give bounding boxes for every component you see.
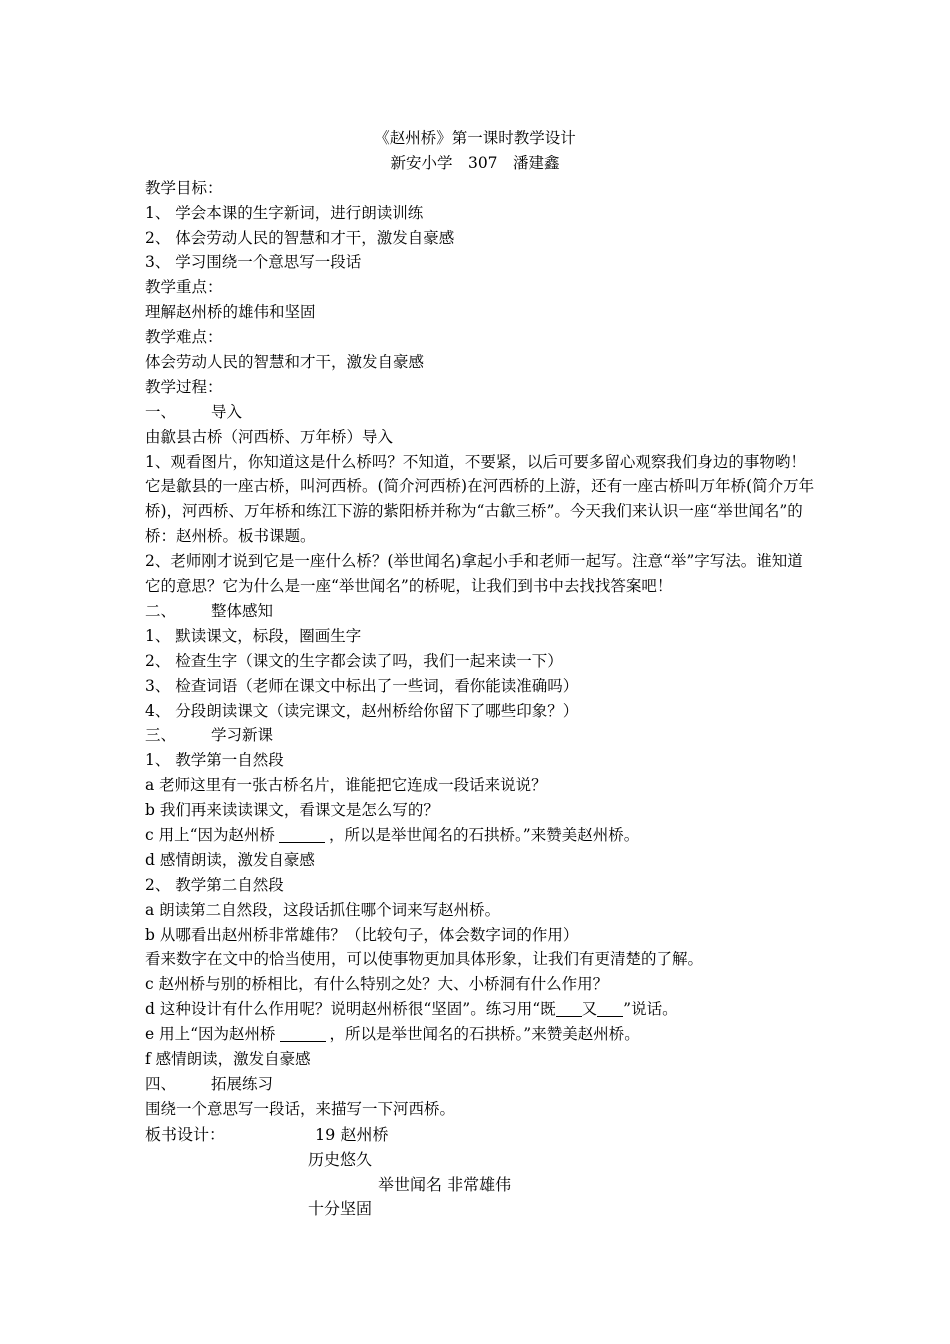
paragraph: 由歙县古桥（河西桥、万年桥）导入 — [145, 427, 394, 446]
board-row — [145, 1147, 815, 1172]
board-item: 举世闻名 非常雄伟 — [378, 1174, 512, 1194]
list-item: d 这种设计有什么作用呢？说明赵州桥很“坚固”。练习用“既 又 ”说话。 — [145, 1000, 678, 1019]
board-label: 板书设计： — [145, 1124, 226, 1144]
list-item: 1、 默读课文，标段，圈画生字 — [145, 626, 362, 645]
board-row — [145, 1196, 815, 1221]
board-design — [145, 1122, 815, 1222]
list-item: d 感情朗读，激发自豪感 — [145, 850, 315, 869]
goal-item: 1、 学会本课的生字新词，进行朗读训练 — [145, 203, 424, 222]
author-byline: 新安小学 307 潘建鑫 — [390, 153, 560, 172]
paragraph: 看来数字在文中的恰当使用，可以使事物更加具体形象，让我们有更清楚的了解。 — [145, 950, 704, 969]
fill-blank — [597, 1000, 623, 1017]
teaching-goals — [145, 176, 815, 276]
fill-blank — [556, 1000, 582, 1017]
section-heading — [145, 723, 815, 748]
difficulty-text: 体会劳动人民的智慧和才干，激发自豪感 — [145, 353, 425, 372]
list-item: b 我们再来读读课文，看课文是怎么写的？ — [145, 801, 439, 820]
section-title: 整体感知 — [211, 602, 274, 621]
list-item: c 用上“因为赵州桥 ，所以是举世闻名的石拱桥。”来赞美赵州桥。 — [145, 826, 640, 845]
key-points-heading: 教学重点： — [145, 278, 223, 297]
section-title: 导入 — [211, 402, 243, 421]
difficulty-heading: 教学难点： — [145, 328, 223, 347]
process-heading: 教学过程： — [145, 377, 223, 396]
section-heading — [145, 1072, 815, 1097]
list-item: 4、 分段朗读课文（读完课文，赵州桥给你留下了哪些印象？） — [145, 701, 579, 720]
goal-item: 2、 体会劳动人民的智慧和才干，激发自豪感 — [145, 228, 455, 247]
board-title: 19 赵州桥 — [315, 1124, 389, 1144]
section-title: 拓展练习 — [211, 1074, 274, 1093]
key-points-text: 理解赵州桥的雄伟和坚固 — [145, 303, 316, 322]
list-item: 2、 检查生字（课文的生字都会读了吗，我们一起来读一下） — [145, 651, 563, 670]
list-item: 3、 检查词语（老师在课文中标出了一些词，看你能读准确吗） — [145, 676, 579, 695]
goals-heading: 教学目标： — [145, 178, 223, 197]
section-heading — [145, 400, 815, 425]
list-item: a 老师这里有一张古桥名片，谁能把它连成一段话来说说？ — [145, 776, 547, 795]
subsection-heading: 2、 教学第二自然段 — [145, 875, 284, 894]
fill-blank — [280, 1025, 326, 1042]
board-item: 历史悠久 — [308, 1149, 373, 1169]
paragraph: 2、老师刚才说到它是一座什么桥？(举世闻名)拿起小手和老师一起写。注意“举”字写法。谁知道它的意思？它为什么是一座“举世闻名”的桥呢，让我们到书中去找找答案吧！ — [145, 552, 803, 596]
board-item: 十分坚固 — [308, 1199, 373, 1219]
section-number: 二、 — [145, 602, 177, 621]
section-number: 三、 — [145, 726, 177, 745]
fill-blank — [279, 826, 325, 843]
list-item: b 从哪看出赵州桥非常雄伟？（比较句子，体会数字词的作用） — [145, 925, 579, 944]
section-heading — [145, 599, 815, 624]
section-title: 学习新课 — [211, 726, 274, 745]
list-item: a 朗读第二自然段，这段话抓住哪个词来写赵州桥。 — [145, 900, 501, 919]
board-row — [145, 1172, 815, 1197]
subsection-heading: 1、 教学第一自然段 — [145, 751, 284, 770]
document-header — [145, 126, 805, 176]
goal-item: 3、 学习围绕一个意思写一段话 — [145, 253, 362, 272]
document-title: 《赵州桥》第一课时教学设计 — [374, 129, 576, 147]
section-number: 一、 — [145, 402, 177, 421]
paragraph: 围绕一个意思写一段话，来描写一下河西桥。 — [145, 1099, 456, 1118]
paragraph: 1、观看图片，你知道这是什么桥吗？不知道，不要紧，以后可要多留心观察我们身边的事物哟！它是歙县的一座古桥，叫河西桥。(简介河西桥)在河西桥的上游，还有一座古桥叫万年桥(简介万年桥)，河西桥、万年桥和练江下游的紫阳桥并称为“古歙三桥”。今天我们来认识一座“举世闻名”的桥：赵州桥。板书课题。 — [145, 452, 815, 546]
lesson-plan-page — [145, 126, 815, 1221]
list-item: c 赵州桥与别的桥相比，有什么特别之处？大、小桥洞有什么作用？ — [145, 975, 609, 994]
list-item: f 感情朗读，激发自豪感 — [145, 1050, 311, 1069]
key-points — [145, 275, 815, 325]
difficulty — [145, 325, 815, 375]
section-number: 四、 — [145, 1074, 177, 1093]
teaching-process — [145, 375, 815, 1122]
board-row — [145, 1122, 815, 1147]
list-item: e 用上“因为赵州桥 ，所以是举世闻名的石拱桥。”来赞美赵州桥。 — [145, 1025, 640, 1044]
